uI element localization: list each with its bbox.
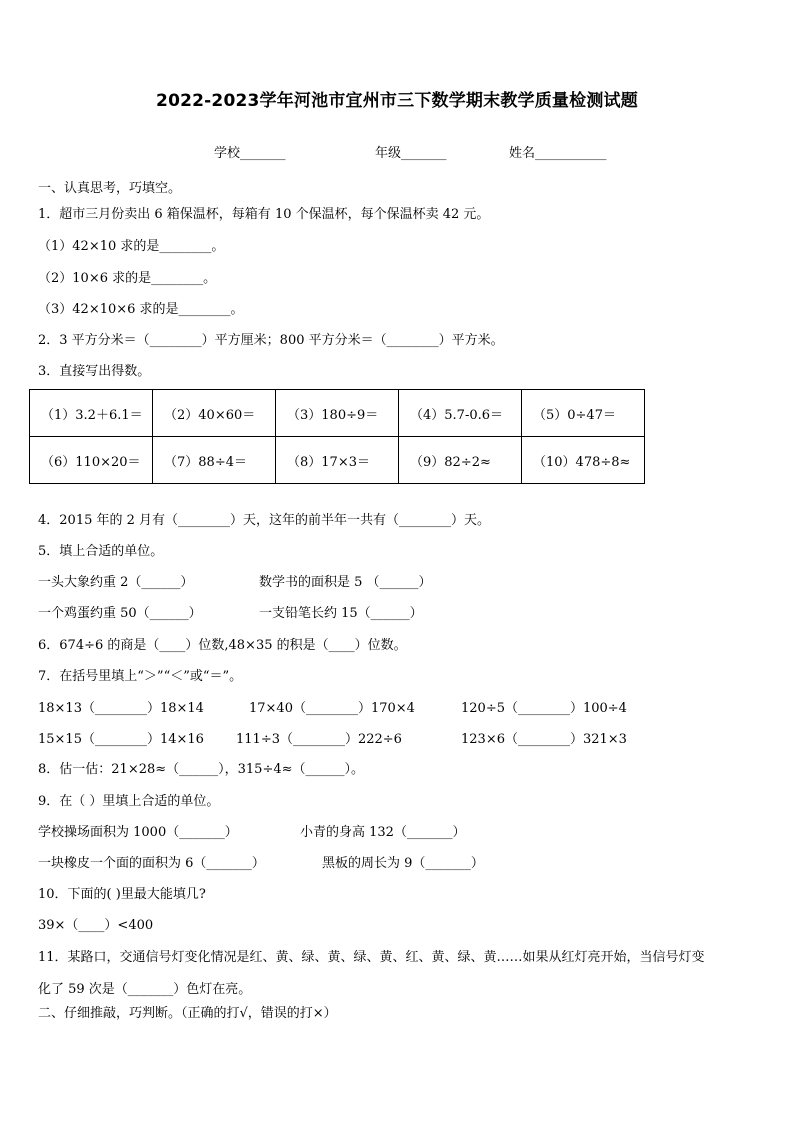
compare-item: 111÷3（________）222÷6	[236, 732, 402, 747]
table-cell: （9）82÷2≈	[399, 437, 522, 484]
question-4: 4．2015 年的 2 月有（________）天，这年的前半年一共有（________）天。	[38, 513, 491, 528]
question-6: 6．674÷6 的商是（____）位数,48×35 的积是（____）位数。	[38, 638, 407, 653]
question-5-c: 一个鸡蛋约重 50（______）	[38, 606, 202, 621]
question-1: 1．超市三月份卖出 6 箱保温杯，每箱有 10 个保温杯，每个保温杯卖 42 元。	[38, 207, 490, 222]
table-cell: （5）0÷47＝	[522, 390, 645, 437]
question-9-c: 一块橡皮一个面的面积为 6（_______）	[38, 856, 265, 871]
section2-heading: 二、仔细推敲，巧判断。（正确的打√，错误的打×）	[38, 1006, 337, 1021]
question-2: 2．3 平方分米＝（________）平方厘米；800 平方分米＝（________）平方米。	[38, 333, 504, 348]
question-3: 3．直接写出得数。	[38, 364, 151, 379]
compare-item: 17×40（________）170×4	[249, 701, 415, 716]
calc-table	[29, 389, 645, 484]
table-cell: （4）5.7-0.6＝	[399, 390, 522, 437]
table-row	[30, 437, 645, 484]
question-5-a: 一头大象约重 2（______）	[38, 575, 194, 590]
school-field: 学校_______	[214, 146, 286, 161]
question-9: 9．在（ ）里填上合适的单位。	[38, 794, 220, 809]
table-cell: （8）17×3＝	[276, 437, 399, 484]
table-cell: （7）88÷4＝	[153, 437, 276, 484]
table-row	[30, 390, 645, 437]
question-9-d: 黑板的周长为 9（_______）	[322, 856, 484, 871]
compare-item: 18×13（________）18×14	[38, 701, 204, 716]
section1-heading: 一、认真思考，巧填空。	[38, 181, 182, 196]
question-10-expr: 39×（____）<400	[38, 918, 154, 933]
question-5-b: 数学书的面积是 5 （______）	[259, 575, 432, 590]
table-cell: （10）478÷8≈	[522, 437, 645, 484]
table-cell: （3）180÷9＝	[276, 390, 399, 437]
question-11-line1: 11．某路口，交通信号灯变化情况是红、黄、绿、黄、绿、黄、红、黄、绿、黄……如果从红灯亮开始，当信号灯变	[38, 950, 705, 965]
compare-item: 120÷5（________）100÷4	[461, 701, 627, 716]
question-5: 5．填上合适的单位。	[38, 544, 164, 559]
question-11-line2: 化了 59 次是（_______）色灯在亮。	[38, 982, 252, 997]
compare-item: 15×15（________）14×16	[38, 732, 204, 747]
question-7: 7．在括号里填上“＞”“＜”或“＝”。	[38, 669, 243, 684]
table-cell: （6）110×20＝	[30, 437, 153, 484]
table-cell: （1）3.2＋6.1＝	[30, 390, 153, 437]
question-9-b: 小青的身高 132（_______）	[300, 825, 466, 840]
question-1-sub1: （1）42×10 求的是________。	[38, 239, 225, 254]
table-cell: （2）40×60＝	[153, 390, 276, 437]
question-8: 8．估一估：21×28≈（______），315÷4≈（______）。	[38, 762, 365, 777]
question-1-sub2: （2）10×6 求的是________。	[38, 271, 217, 286]
grade-field: 年级_______	[375, 146, 447, 161]
question-9-a: 学校操场面积为 1000（_______）	[38, 825, 238, 840]
question-10: 10．下面的( )里最大能填几?	[38, 887, 206, 902]
name-field: 姓名___________	[509, 146, 607, 161]
question-5-d: 一支铅笔长约 15（______）	[259, 606, 423, 621]
question-1-sub3: （3）42×10×6 求的是________。	[38, 302, 244, 317]
page-title: 2022-2023学年河池市宜州市三下数学期末教学质量检测试题	[156, 91, 638, 111]
compare-item: 123×6（________）321×3	[461, 732, 627, 747]
